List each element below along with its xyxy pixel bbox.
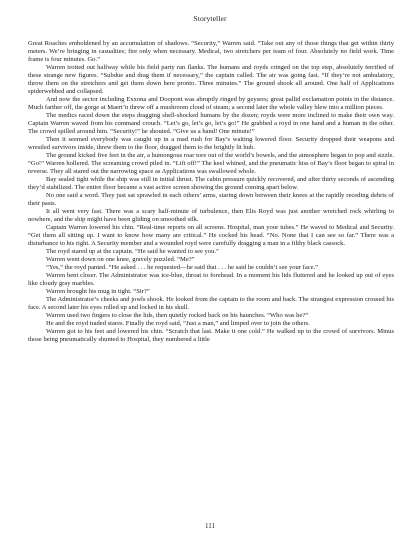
paragraph: The ground kicked five feet in the air, a humongous roar tore out of the world’s bowels, and the atmosphere began to pop and sizzle. “Go!” Warren hollered. The screaming crowd piled in. “Lift off!” The keel whined, and the pneumatic hiss of Bay’s floor began to spiral in reverse. They all stared out the narrowing space as Applications was swallowed whole. bbox=[28, 152, 394, 175]
paragraph: It all went very fast. There was a scary half-minute of turbulence, then Elis Royd was just another wretched rock whirling to nowhere, and the ship might have been gliding on smoothed silk. bbox=[28, 208, 394, 223]
paragraph: The royd stared up at the captain. “He said he wanted to see you.” bbox=[46, 248, 219, 255]
paragraph: Then it seemed everybody was caught up in a mad rush for Bay’s waiting lowered floor. Security dropped their weapons and wrestled survivors inside, threw them to the floor, dragged them to the brightly lit hub. bbox=[28, 136, 394, 151]
paragraph: Warren used two fingers to close the lids, then quietly rocked back on his haunches. “Who was he?” bbox=[46, 312, 309, 319]
paragraph: The Administrator’s cheeks and jowls shook. He looked from the captain to the room and back. The strangest expression crossed his face. A second later his eyes rolled up and locked in his skull. bbox=[28, 296, 394, 311]
paragraph: Warren got to his feet and lowered his chin. “Scratch that last. Make it one cold.” He walked up to the crowd of survivors. Minus those being pneumatically shunted to Hospital, they numbered a little bbox=[28, 328, 394, 343]
paragraph: Warren brought his mug in tight. “Sir?” bbox=[46, 288, 150, 295]
page-number: 111 bbox=[205, 522, 215, 530]
paragraph: “Yes,” the royd panted. “He asked . . . he requested—he said that . . . he said he couldn’t see your face.” bbox=[46, 264, 319, 271]
running-header: Storyteller bbox=[193, 14, 227, 23]
paragraph: Warren trotted out halfway while his field party ran flanks. The humans and royds cringed on the top step, absolutely terrified of these strange new figures. “Subdue and drag them if necessary,” the captain called. The air was going fast. “If they’re not ambulatory, throw them on the stretchers and get them down here pronto. Three minutes.” The ground shook all around. One half of Applications spiderwebbed and collapsed. bbox=[28, 64, 394, 95]
paragraph: Bay sealed tight while the ship was still in initial thrust. The cabin pressure quickly recovered, and after thirty seconds of ascending they’d stabilized. The entire floor became a vast active screen showing the ground coming apart below. bbox=[28, 176, 394, 191]
paragraph: The medics raced down the steps dragging shell-shocked humans by the dozen; royds were more inclined to make their own way. Captain Warren waved from his command crouch. “Let’s go, let’s go, let’s go!” He grabbed a royd in one hand and a human in the other. The crowd spilled around him. “Security!” he shouted. “Give us a hand! One minute!” bbox=[28, 112, 394, 135]
paragraph: No one said a word. They just sat sprawled in each others’ arms, staring down between their knees at the rapidly receding debris of their pasts. bbox=[28, 192, 394, 207]
paragraph: Warren went down on one knee, gravely puzzled. “Me?” bbox=[46, 256, 195, 263]
paragraph: Captain Warren lowered his chin. “Real-time reports on all screens. Hospital, man your tubes.” He waved to Medical and Security. “Get them all sitting up. I want to know how many are critical.” He cocked his head. “No. None that I can see so far.” There was a disturbance to his right. A Security member and a wounded royd were carefully dragging a man in a filthy black cassock. bbox=[28, 224, 394, 247]
paragraph: Warren bent closer. The Administrator was ice-blue, throat to forehead. In a moment his lids fluttered and he looked up out of eyes like cloudy gray marbles. bbox=[28, 272, 394, 287]
paragraph: Great Roaches emboldened by an accumulation of shadows. “Security,” Warren said. “Take out any of those things that get within thirty meters. We’re bringing in casualties; fire only when necessary. Medical, two stretchers per team of four. Absolutely no field work. Time frame is four minutes. Go.” bbox=[28, 40, 394, 63]
paragraph: And now the sector including Exxona and Doopont was abruptly ringed by geysers; great pallid exclamation points in the distance. Much farther off, the gorge at Maert’n threw off a mushroom cloud of steam; a second later the whole valley blew into a million pieces. bbox=[28, 96, 394, 111]
paragraph: He and the royd traded stares. Finally the royd said, “Just a man,” and limped over to join the others. bbox=[46, 320, 310, 327]
body-text bbox=[28, 40, 394, 344]
